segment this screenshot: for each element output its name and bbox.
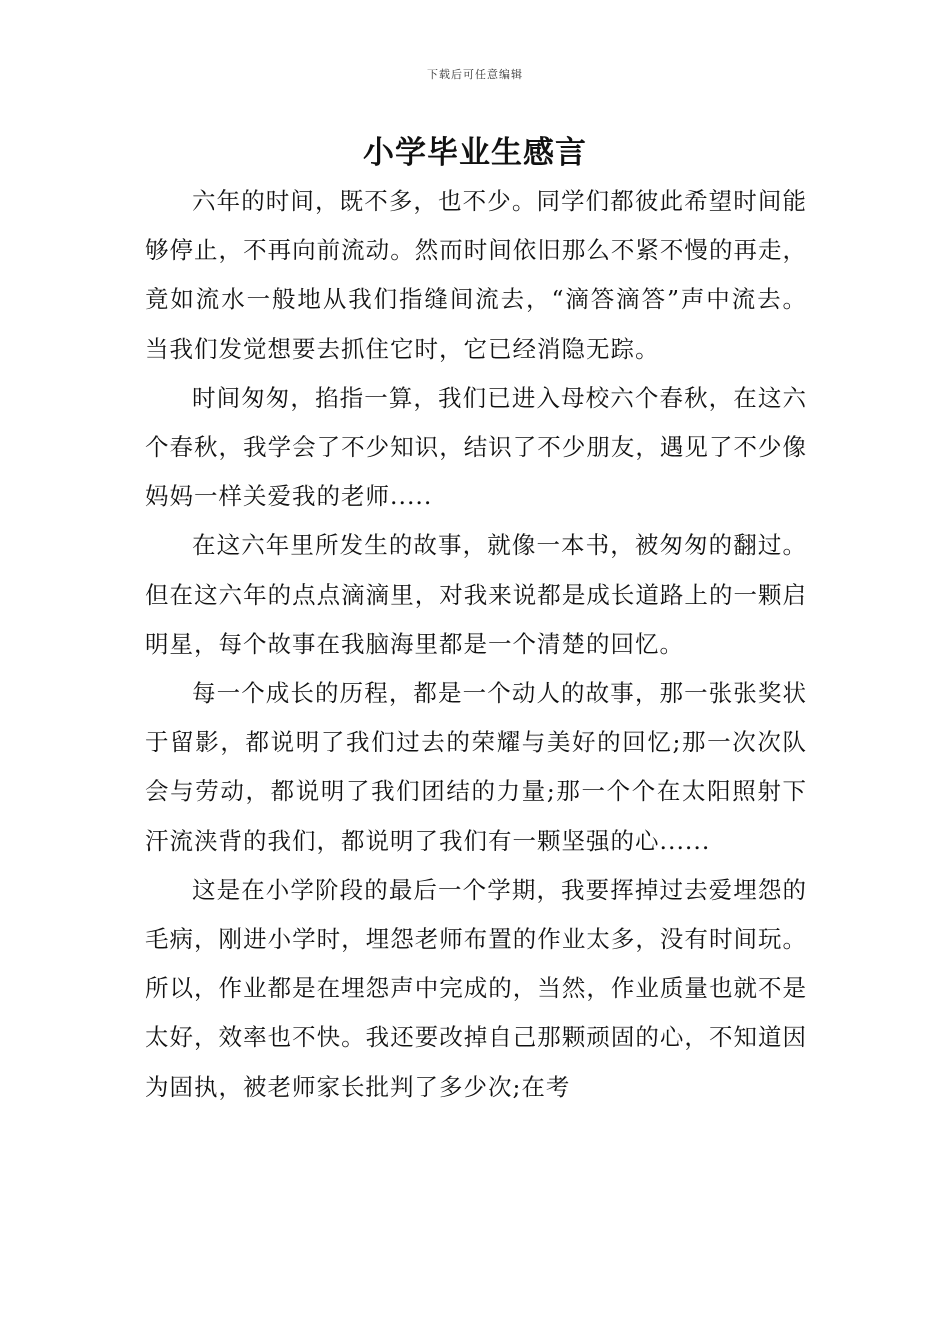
paragraph: 这是在小学阶段的最后一个学期，我要挥掉过去爱埋怨的毛病，刚进小学时，埋怨老师布置的作业太多，没有时间玩。所以，作业都是在埋怨声中完成的，当然，作业质量也就不是太好，效率也不快。我还要改掉自己那颗顽固的心，不知道因为固执，被老师家长批判了多少次;在考 — [145, 875, 807, 1101]
header-note: 下载后可任意编辑 — [427, 68, 523, 81]
document-title: 小学毕业生感言 — [363, 135, 587, 171]
document-body — [145, 177, 807, 1112]
paragraph: 每一个成长的历程，都是一个动人的故事，那一张张奖状于留影，都说明了我们过去的荣耀与美好的回忆;那一次次队会与劳动，都说明了我们团结的力量;那一个个在太阳照射下汗流浃背的我们，都说明了我们有一颗坚强的心...... — [145, 679, 807, 855]
paragraph: 时间匆匆，掐指一算，我们已进入母校六个春秋，在这六个春秋，我学会了不少知识，结识了不少朋友，遇见了不少像妈妈一样关爱我的老师..... — [145, 383, 807, 511]
paragraph: 六年的时间，既不多，也不少。同学们都彼此希望时间能够停止，不再向前流动。然而时间依旧那么不紧不慢的再走，竟如流水一般地从我们指缝间流去，“滴答滴答”声中流去。当我们发觉想要去抓住它时，它已经消隐无踪。 — [145, 187, 807, 363]
paragraph: 在这六年里所发生的故事，就像一本书，被匆匆的翻过。但在这六年的点点滴滴里，对我来说都是成长道路上的一颗启明星，每个故事在我脑海里都是一个清楚的回忆。 — [145, 531, 807, 658]
